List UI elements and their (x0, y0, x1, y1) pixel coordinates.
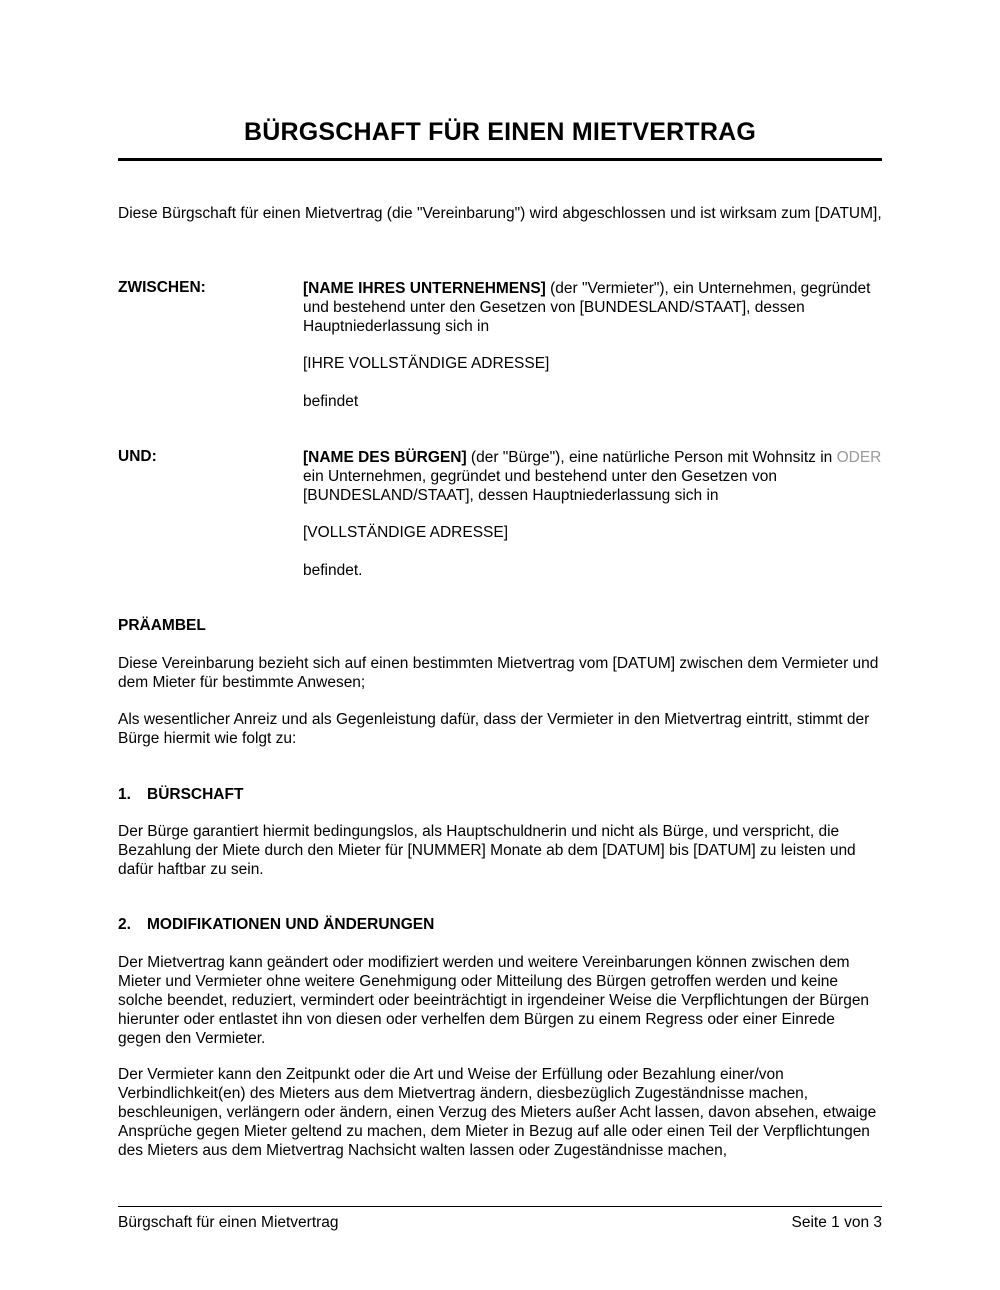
section2-paragraph-1: Der Mietvertrag kann geändert oder modifiziert werden und weitere Vereinbarungen können zwischen dem Mieter und Vermieter ohne weitere Genehmigung oder Mitteilung des Bürgen getroffen werden und keine solche beendet, reduziert, vermindert oder beeinträchtigt in irgendeiner Weise die Verpflichtungen der Bürgen hierunter oder entlastet ihn von diesen oder verhelfen dem Bürgen zu einem Regress oder einer Einrede gegen den Vermieter. (118, 954, 870, 1047)
party1-label: ZWISCHEN: (118, 279, 206, 296)
party2-desc2: ein Unternehmen, gegründet und bestehend unter den Gesetzen von [BUNDESLAND/STAAT], dessen Hauptniederlassung sich in (303, 468, 777, 504)
party2-description (303, 448, 883, 505)
party2-suffix: befindet. (303, 562, 363, 579)
preamble-heading: PRÄAMBEL (118, 617, 206, 634)
party1-desc: (der "Vermieter"), ein Unternehmen, gegründet und bestehend unter den Gesetzen von [BUNDESLAND/STAAT], dessen Hauptniederlassung sich in (303, 280, 871, 335)
party1-name: [NAME IHRES UNTERNEHMENS] (303, 280, 546, 297)
footer-page-number: Seite 1 von 3 (791, 1214, 882, 1231)
party2-address: [VOLLSTÄNDIGE ADRESSE] (303, 524, 509, 541)
party2-desc1: (der "Bürge"), eine natürliche Person mit Wohnsitz in (466, 449, 837, 466)
party1-address: [IHRE VOLLSTÄNDIGE ADRESSE] (303, 355, 550, 372)
party1-description (303, 279, 883, 336)
party2-label: UND: (118, 448, 157, 465)
oder-placeholder: ODER (836, 449, 882, 466)
section2-heading (118, 916, 434, 934)
title-divider (118, 158, 882, 161)
footer-document-name: Bürgschaft für einen Mietvertrag (118, 1214, 339, 1231)
section1-number: 1. (118, 786, 131, 803)
preamble-paragraph-1: Diese Vereinbarung bezieht sich auf einen bestimmten Mietvertrag vom [DATUM] zwischen dem Vermieter und dem Mieter für bestimmte Anwesen; (118, 655, 879, 691)
section2-title: MODIFIKATIONEN UND ÄNDERUNGEN (147, 916, 435, 933)
intro-paragraph: Diese Bürgschaft für einen Mietvertrag (die "Vereinbarung") wird abgeschlossen und ist wirksam zum [DATUM], (118, 205, 882, 222)
party1-suffix: befindet (303, 393, 359, 410)
document-title: BÜRGSCHAFT FÜR EINEN MIETVERTRAG (244, 118, 756, 146)
section2-paragraph-2: Der Vermieter kann den Zeitpunkt oder die Art und Weise der Erfüllung oder Bezahlung einer/von Verbindlichkeit(en) des Mieters aus dem Mietvertrag ändern, diesbezüglich Zugeständnisse machen, beschleunigen, verlängern oder ändern, einen Verzug des Mieters außer Acht lassen, davon absehen, etwaige Ansprüche gegen Mieter geltend zu machen, dem Mieter in Bezug auf alle oder einen Teil der Verpflichtungen des Mieters aus dem Mietvertrag Nachsicht walten lassen oder Zugeständnisse machen, (118, 1066, 877, 1159)
section1-title: BÜRSCHAFT (147, 786, 244, 803)
footer-divider (118, 1206, 882, 1207)
section2-number: 2. (118, 916, 131, 933)
preamble-paragraph-2: Als wesentlicher Anreiz und als Gegenleistung dafür, dass der Vermieter in den Mietvertrag eintritt, stimmt der Bürge hiermit wie folgt zu: (118, 711, 870, 747)
section1-heading (118, 786, 243, 804)
section1-paragraph-1: Der Bürge garantiert hiermit bedingungslos, als Hauptschuldnerin und nicht als Bürge, und verspricht, die Bezahlung der Miete durch den Mieter für [NUMMER] Monate ab dem [DATUM] bis [DATUM] zu leisten und dafür haftbar zu sein. (118, 823, 856, 878)
party2-name: [NAME DES BÜRGEN] (303, 449, 467, 466)
